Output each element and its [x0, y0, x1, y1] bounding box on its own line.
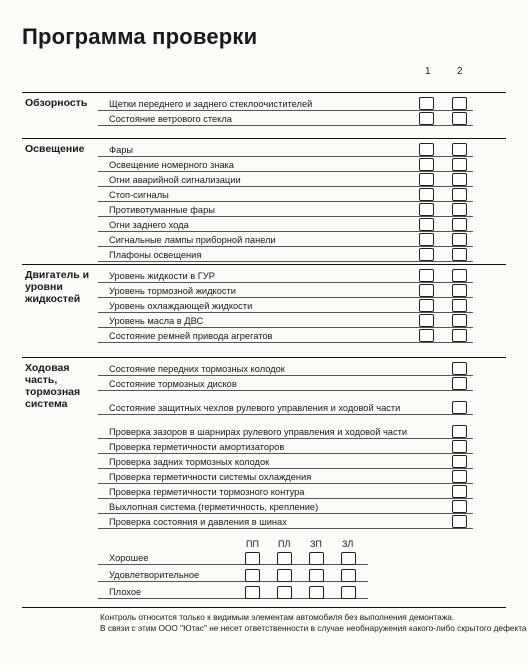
checkbox-column-1[interactable] — [419, 269, 434, 282]
checkbox-column-2[interactable] — [452, 112, 467, 125]
checklist-row — [98, 171, 473, 187]
checklist-row — [98, 414, 473, 439]
checkbox-column-1[interactable] — [419, 218, 434, 231]
checklist-row — [98, 156, 473, 172]
checklist-item-label: Плафоны освещения — [109, 250, 202, 260]
checklist-item-label: Щетки переднего и заднего стеклоочистителей — [109, 99, 313, 109]
checkbox-column-1[interactable] — [419, 173, 434, 186]
rating-checkbox[interactable] — [309, 569, 324, 582]
checkbox-column-1[interactable] — [419, 97, 434, 110]
checkbox-column-2[interactable] — [452, 485, 467, 498]
rating-row — [98, 583, 368, 599]
checklist-row — [98, 246, 473, 262]
checklist-item-label: Противотуманные фары — [109, 205, 215, 215]
checklist-item-label: Огни аварийной сигнализации — [109, 175, 241, 185]
checklist-row — [98, 186, 473, 202]
checkbox-column-2[interactable] — [452, 143, 467, 156]
rating-checkbox[interactable] — [309, 552, 324, 565]
checkbox-column-2[interactable] — [452, 173, 467, 186]
checklist-item-label: Освещение номерного знака — [109, 160, 234, 170]
rating-checkbox[interactable] — [309, 586, 324, 599]
checkbox-column-2[interactable] — [452, 158, 467, 171]
checklist-row — [98, 453, 473, 469]
checklist-item-label: Проверка герметичности тормозного контура — [109, 487, 305, 497]
checklist-item-label: Уровень охлаждающей жидкости — [109, 301, 253, 311]
checklist-row — [98, 513, 473, 529]
rating-checkbox[interactable] — [341, 552, 356, 565]
rating-label: Удовлетворительное — [109, 570, 200, 580]
checkbox-column-1[interactable] — [419, 158, 434, 171]
checklist-item-label: Проверка задних тормозных колодок — [109, 457, 270, 467]
checkbox-column-2[interactable] — [452, 233, 467, 246]
section-label: Освещение — [25, 143, 85, 155]
checkbox-column-2[interactable] — [452, 440, 467, 453]
checkbox-column-1[interactable] — [419, 188, 434, 201]
rating-checkbox[interactable] — [277, 569, 292, 582]
checkbox-column-2[interactable] — [452, 269, 467, 282]
checklist-row — [98, 95, 473, 111]
checkbox-column-1[interactable] — [419, 233, 434, 246]
checklist-row — [98, 483, 473, 499]
checklist-row — [98, 110, 473, 126]
checklist-item-label: Проверка герметичности амортизаторов — [109, 442, 285, 452]
checkbox-column-2[interactable] — [452, 401, 467, 414]
footnote-line-2: В связи с этим ООО "Ютас" не несет ответственности в случае необнаружения какого-либо скрытого дефекта — [100, 623, 527, 633]
section-divider — [22, 92, 506, 93]
checklist-row — [98, 468, 473, 484]
wheel-header: ЗП — [310, 539, 322, 549]
checkbox-column-1[interactable] — [419, 248, 434, 261]
checklist-row — [98, 282, 473, 298]
checkbox-column-1[interactable] — [419, 112, 434, 125]
rating-checkbox[interactable] — [341, 569, 356, 582]
wheel-header: ПЛ — [278, 539, 291, 549]
checklist-item-label: Состояние ветрового стекла — [109, 114, 232, 124]
checklist-item-label: Сигнальные лампы приборной панели — [109, 235, 276, 245]
checkbox-column-2[interactable] — [452, 97, 467, 110]
checkbox-column-1[interactable] — [419, 284, 434, 297]
section-divider — [22, 138, 506, 139]
checkbox-column-1[interactable] — [419, 314, 434, 327]
checklist-row — [98, 267, 473, 283]
rating-row — [98, 549, 368, 565]
checklist-item-label: Огни заднего хода — [109, 220, 189, 230]
checklist-item-label: Фары — [109, 145, 134, 155]
checkbox-column-1[interactable] — [419, 329, 434, 342]
rating-checkbox[interactable] — [245, 586, 260, 599]
rating-row — [98, 566, 368, 582]
checklist-row — [98, 498, 473, 514]
checkbox-column-2[interactable] — [452, 515, 467, 528]
checkbox-column-2[interactable] — [452, 425, 467, 438]
checklist-row — [98, 201, 473, 217]
checklist-row — [98, 216, 473, 232]
checklist-row — [98, 312, 473, 328]
checklist-row — [98, 231, 473, 247]
checkbox-column-1[interactable] — [419, 299, 434, 312]
checkbox-column-2[interactable] — [452, 218, 467, 231]
checkbox-column-2[interactable] — [452, 377, 467, 390]
checkbox-column-2[interactable] — [452, 299, 467, 312]
section-divider — [22, 264, 506, 265]
checkbox-column-2[interactable] — [452, 329, 467, 342]
section-divider — [22, 357, 506, 358]
rating-label: Плохое — [109, 587, 142, 597]
checklist-item-label: Уровень масла в ДВС — [109, 316, 204, 326]
checklist-row — [98, 327, 473, 343]
checklist-item-label: Проверка герметичности системы охлаждения — [109, 472, 312, 482]
checklist-item-label: Состояние передних тормозных колодок — [109, 364, 285, 374]
rating-checkbox[interactable] — [341, 586, 356, 599]
checkbox-column-2[interactable] — [452, 500, 467, 513]
checkbox-column-2[interactable] — [452, 284, 467, 297]
section-label: Двигатель и уровни жидкостей — [25, 269, 90, 305]
checklist-row — [98, 375, 473, 391]
checkbox-column-2[interactable] — [452, 314, 467, 327]
checklist-row — [98, 360, 473, 376]
checklist-item-label: Уровень жидкости в ГУР — [109, 271, 215, 281]
checkbox-column-2[interactable] — [452, 362, 467, 375]
checklist-row — [98, 438, 473, 454]
checklist-item-label: Уровень тормозной жидкости — [109, 286, 236, 296]
checklist-item-label: Проверка зазоров в шарнирах рулевого управления и ходовой части — [109, 426, 408, 437]
wheel-header: ПП — [246, 539, 259, 549]
checklist-item-label: Проверка состояния и давления в шинах — [109, 517, 287, 527]
rating-checkbox[interactable] — [245, 552, 260, 565]
column-header-1: 1 — [425, 66, 431, 77]
column-header-2: 2 — [457, 66, 463, 77]
checklist-row — [98, 297, 473, 313]
checkbox-column-2[interactable] — [452, 188, 467, 201]
checklist-item-label: Состояние ремней привода агрегатов — [109, 331, 273, 341]
checklist-row — [98, 390, 473, 415]
checklist-row — [98, 141, 473, 157]
section-label: Ходовая часть, тормозная система — [25, 362, 81, 410]
checklist-item-label: Состояние тормозных дисков — [109, 379, 237, 389]
checkbox-column-2[interactable] — [452, 248, 467, 261]
checkbox-column-2[interactable] — [452, 203, 467, 216]
checkbox-column-1[interactable] — [419, 143, 434, 156]
checkbox-column-1[interactable] — [419, 203, 434, 216]
footnote-divider — [22, 607, 506, 608]
checkbox-column-2[interactable] — [452, 455, 467, 468]
rating-checkbox[interactable] — [277, 552, 292, 565]
rating-label: Хорошее — [109, 553, 149, 563]
checklist-item-label: Стоп-сигналы — [109, 190, 169, 200]
section-label: Обзорность — [25, 97, 88, 109]
checklist-item-label: Состояние защитных чехлов рулевого управления и ходовой части — [109, 402, 401, 413]
rating-checkbox[interactable] — [277, 586, 292, 599]
page-title: Программа проверки — [22, 24, 258, 49]
checkbox-column-2[interactable] — [452, 470, 467, 483]
wheel-header: ЗЛ — [342, 539, 354, 549]
footnote-line-1: Контроль относится только к видимым элементам автомобиля без выполнения демонтажа. — [100, 612, 455, 622]
checklist-item-label: Выхлопная система (герметичность, крепление) — [109, 502, 319, 512]
rating-checkbox[interactable] — [245, 569, 260, 582]
